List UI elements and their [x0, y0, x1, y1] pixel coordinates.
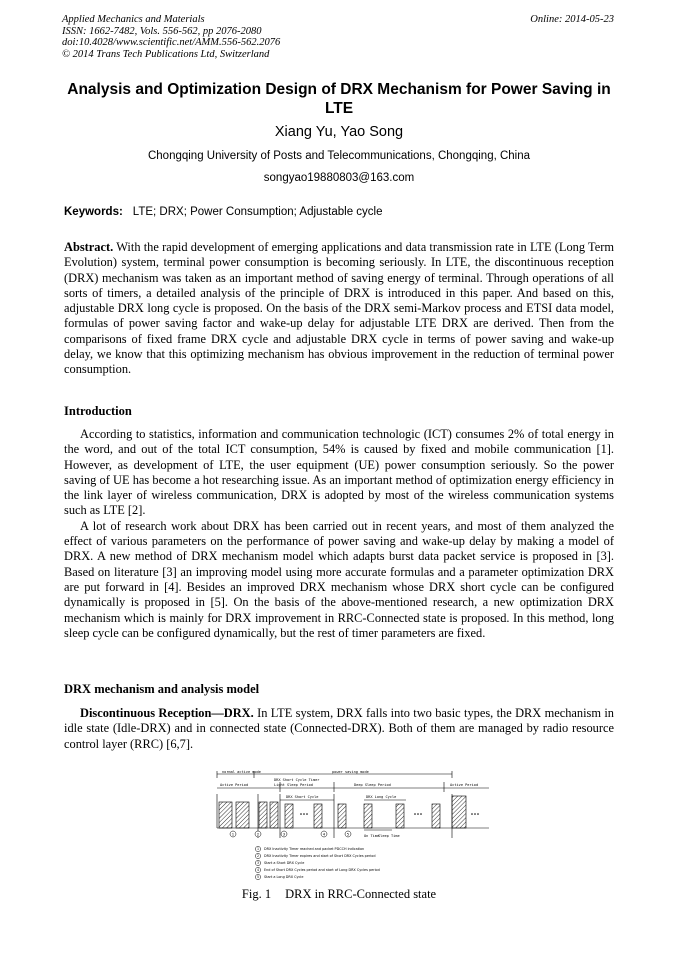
paper-title: Analysis and Optimization Design of DRX Mechanism for Power Saving in LTE	[67, 81, 611, 117]
drx-section-body	[64, 706, 614, 752]
legend-num-5: 5	[256, 875, 260, 880]
label-active-period-2: Active Period	[450, 783, 479, 787]
label-short-cycle: DRX Short Cycle	[286, 795, 319, 799]
legend-num-3: 3	[256, 861, 260, 866]
label-light-sleep: Light Sleep Period	[274, 783, 313, 787]
label-normal-active: normal active mode	[222, 770, 261, 774]
legend-text-5: Start a Long DRX Cycle	[264, 875, 304, 880]
affiliation: Chongqing University of Posts and Telecommunications, Chongqing, China	[147, 150, 531, 162]
legend-num-2: 2	[256, 854, 260, 859]
author-email: songyao19880803@163.com	[263, 172, 415, 184]
introduction-heading: Introduction	[64, 404, 132, 418]
legend-text-1: DRX Inactivity Timer reached and packet PDCCH indication	[264, 847, 365, 852]
legend-text-2: DRX Inactivity Timer expires and start of Short DRX Cycles period	[264, 854, 376, 859]
paper-authors: Xiang Yu, Yao Song	[274, 124, 404, 140]
issn-line: ISSN: 1662-7482, Vols. 556-562, pp 2076-2080	[62, 25, 262, 37]
abstract-label: Abstract.	[64, 240, 114, 254]
label-on-time: On Time	[364, 834, 380, 838]
journal-header	[62, 14, 280, 60]
marker-3: 3	[282, 831, 286, 837]
marker-4: 4	[322, 831, 326, 837]
drx-lead-term: Discontinuous Reception—DRX.	[80, 706, 254, 720]
introduction-body	[64, 427, 614, 641]
figure-caption-text: DRX in RRC-Connected state	[285, 887, 437, 901]
figure-caption	[0, 887, 678, 902]
legend-num-4: 4	[256, 868, 260, 873]
doi-line: doi:10.4028/www.scientific.net/AMM.556-562.2076	[62, 37, 281, 48]
legend-text-3: Start a Short DRX Cycle	[264, 861, 305, 866]
marker-5: 5	[346, 831, 350, 837]
keywords-line	[64, 206, 383, 218]
label-power-saving: power saving mode	[332, 770, 369, 774]
drx-paragraph: In LTE system, DRX falls into two basic types, the DRX mechanism in idle state (Idle-DRX) and in connected state (Connected-DRX). Both of them are managed by radio resource control layer (RRC) [6,7].	[64, 706, 614, 751]
keywords-text: LTE; DRX; Power Consumption; Adjustable cycle	[132, 206, 383, 218]
legend-num-1: 1	[256, 847, 260, 852]
label-long-cycle: DRX Long Cycle	[366, 795, 397, 799]
marker-1: 1	[231, 831, 235, 837]
abstract-block	[64, 240, 614, 378]
label-deep-sleep: Deep Sleep Period	[354, 783, 391, 787]
journal-name: Applied Mechanics and Materials	[62, 14, 205, 25]
intro-paragraph-1: According to statistics, information and communication technologic (ICT) consumes 2% of total energy in the word, and out of the total ICT consumption, 54% is caused by fixed and mobile communication [1]. However, as development of LTE, the user equipment (UE) power consumption seriously. So the power saving of UE has become a hot researching issue. As an important method of optimization energy efficiency in the link layer of wireless communication, DRX is adopted by most of the wireless communication systems such as LTE [2].	[64, 427, 614, 518]
keywords-label: Keywords:	[64, 206, 123, 218]
figure-caption-number: Fig. 1	[241, 887, 272, 901]
label-short-timer: DRX Short Cycle Timer	[274, 778, 320, 782]
legend-text-4: End of Short DRX Cycles period and start of Long DRX Cycles period	[264, 868, 380, 873]
copyright-line: © 2014 Trans Tech Publications Ltd, Switzerland	[62, 48, 270, 60]
drx-timing-figure	[214, 768, 490, 884]
marker-2: 2	[256, 831, 260, 837]
online-date: Online: 2014-05-23	[530, 14, 614, 25]
label-sleep-time: Sleep Time	[378, 834, 400, 838]
drx-section-heading: DRX mechanism and analysis model	[64, 682, 260, 696]
intro-paragraph-2: A lot of research work about DRX has been carried out in recent years, and most of them analyzed the effect of various parameters on the performance of power saving and wake-up delay by making a model of DRX. A new method of DRX mechanism model which adapts burst data packet service is proposed in [3]. Based on literature [3] an improving model using more accurate formulas and a parameter optimization DRX are put forward in [4]. Besides an improved DRX mechanism whose DRX short cycle can be configured dynamically is proposed in [5]. On the basis of the above-mentioned research, a new optimization DRX mechanism which is mainly for DRX improvement in RRC-Connected state is proposed. In this method, long sleep cycle can be configured dynamically, but the rest of timer parameters are fixed.	[64, 518, 614, 640]
label-active-period-1: Active Period	[220, 783, 249, 787]
abstract-text: With the rapid development of emerging applications and data transmission rate in LTE (Long Term Evolution) system, terminal power consumption is becoming seriously. In LTE, the discontinuous reception (DRX) mechanism was taken as an important method of saving energy of terminal. Through operations of all sorts of timers, a detailed analysis of the principle of DRX is introduced in this paper. And based on this, adjustable DRX long cycle is proposed. On the basis of the DRX semi-Markov process and ETSI data model, formulas of power saving factor and wake-up delay for adjustable LTE DRX are derived. Then from the comparisons of fixed frame DRX cycle and adjustable DRX cycle in terms of power saving and wake-up delay, we know that this optimizing mechanism has obvious improvement in the reduction of terminal power consumption.	[64, 240, 615, 377]
